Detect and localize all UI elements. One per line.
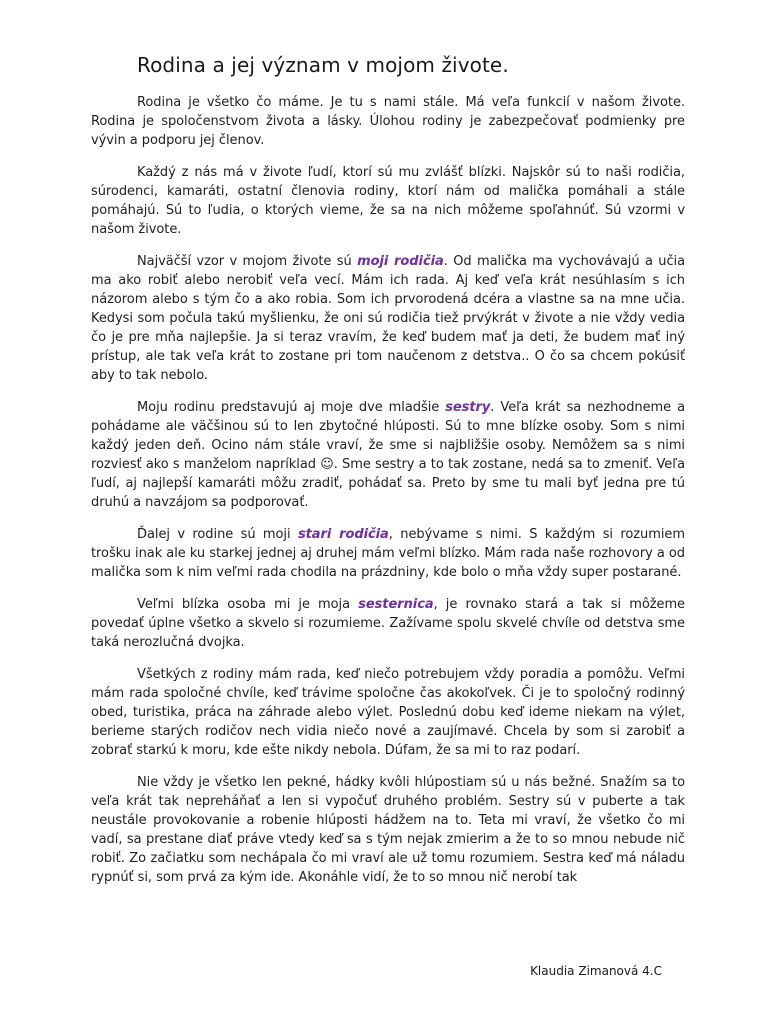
highlighted-phrase: sestry bbox=[445, 400, 491, 415]
paragraph bbox=[91, 398, 685, 512]
paragraph-text: , nebývame s nimi. S každým si rozumiem trošku inak ale ku starkej jednej aj druhej mám veľmi blízko. Mám rada naše rozhovory a od malička som k nim veľmi rada chodila na prázdniny, kde bolo o mňa vždy super postarané. bbox=[91, 527, 685, 580]
paragraph-text: Každý z nás má v živote ľudí, ktorí sú mu zvlášť blízki. Najskôr sú to naši rodičia, súrodenci, kamaráti, ostatní členovia rodiny, ktorí nám od malička pomáhali a stále pomáhajú. Sú to ľudia, o ktorých vieme, že sa na nich môžeme spoľahnúť. Sú vzormi v našom živote. bbox=[91, 165, 685, 237]
paragraph bbox=[91, 773, 685, 887]
author-footer: Klaudia Zimanová 4.C bbox=[530, 964, 662, 978]
paragraph-text: . Veľa krát sa nezhodneme a pohádame ale väčšinou sú to len zbytočné hlúposti. Sú to mne blízke osoby. Som s nimi každý jeden deň. Ocino nám stále vraví, že sme si najbližšie osoby. Nemôžem sa s nimi rozviesť ako s manželom napríklad ☺. Sme sestry a to tak zostane, nedá sa to zmeniť. Veľa ľudí, aj najlepší kamaráti môžu zradiť, pohádať sa. Preto by sme tu mali byť jedna pre tú druhú a navzájom sa podporovať. bbox=[91, 400, 685, 510]
document-body bbox=[91, 93, 685, 900]
document-title: Rodina a jej význam v mojom živote. bbox=[137, 53, 509, 77]
paragraph bbox=[91, 93, 685, 150]
paragraph bbox=[91, 665, 685, 760]
highlighted-phrase: stari rodičia bbox=[297, 527, 389, 542]
paragraph-text: Najväčší vzor v mojom živote sú bbox=[137, 254, 358, 269]
paragraph bbox=[91, 525, 685, 582]
paragraph-text: , je rovnako stará a tak si môžeme povedať úplne všetko a skvelo si rozumieme. Zažívame spolu skvelé chvíle od detstva sme taká nerozlučná dvojka. bbox=[91, 597, 686, 650]
paragraph bbox=[91, 163, 685, 239]
paragraph-text: Moju rodinu predstavujú aj moje dve mladšie bbox=[137, 400, 446, 415]
paragraph-text: Nie vždy je všetko len pekné, hádky kvôli hlúpostiam sú u nás bežné. Snažím sa to veľa krát tak nepreháňať a len si vypočuť druhého problém. Sestry sú v puberte a tak neustále provokovanie a robenie hlúposti hádžem na to. Teta mi vraví, že všetko čo mi vadí, sa prestane diať práve vtedy keď sa s tým nejak zmierim a že to so mnou nebude nič robiť. Zo začiatku som nechápala čo mi vraví ale už tomu rozumiem. Sestra keď má náladu rypnúť si, som prvá za kým ide. Akonáhle vidí, že to so mnou nič nerobí tak bbox=[91, 775, 685, 885]
paragraph-text: Všetkých z rodiny mám rada, keď niečo potrebujem vždy poradia a pomôžu. Veľmi mám rada spoločné chvíle, keď trávime spoločne čas akokoľvek. Či je to spoločný rodinný obed, turistika, práca na záhrade alebo výlet. Poslednú dobu keď ideme niekam na výlet, berieme starých rodičov nech vidia niečo nové a zaujímavé. Chcela by som si zarobiť a zobrať starkú k moru, kde ešte nikdy nebola. Dúfam, že sa mi to raz podarí. bbox=[91, 667, 685, 758]
highlighted-phrase: sesternica bbox=[358, 597, 434, 612]
paragraph-text: Rodina je všetko čo máme. Je tu s nami stále. Má veľa funkcií v našom živote. Rodina je spoločenstvom života a lásky. Úlohou rodiny je zabezpečovať podmienky pre vývin a podporu jej členov. bbox=[91, 95, 685, 148]
paragraph-text: Veľmi blízka osoba mi je moja bbox=[137, 597, 359, 612]
paragraph-text: . Od malička ma vychovávajú a učia ma ako robiť alebo nerobiť veľa vecí. Mám ich rada. Aj keď veľa krát nesúhlasím s ich názorom alebo s tým čo a ako robia. Som ich prvorodená dcéra a vlastne sa na mne učia. Kedysi som počula takú myšlienku, že oni sú rodičia tiež prvýkrát v živote a nie vždy vedia čo je pre mňa najlepšie. Ja si teraz vravím, že keď budem mať ja deti, že budem mať iný prístup, ale tak veľa krát to zostane pri tom naučenom z detstva.. O čo sa chcem pokúsiť aby to tak nebolo. bbox=[91, 254, 686, 383]
paragraph bbox=[91, 252, 685, 385]
highlighted-phrase: moji rodičia bbox=[357, 254, 444, 269]
paragraph bbox=[91, 595, 685, 652]
paragraph-text: Ďalej v rodine sú moji bbox=[137, 527, 298, 542]
